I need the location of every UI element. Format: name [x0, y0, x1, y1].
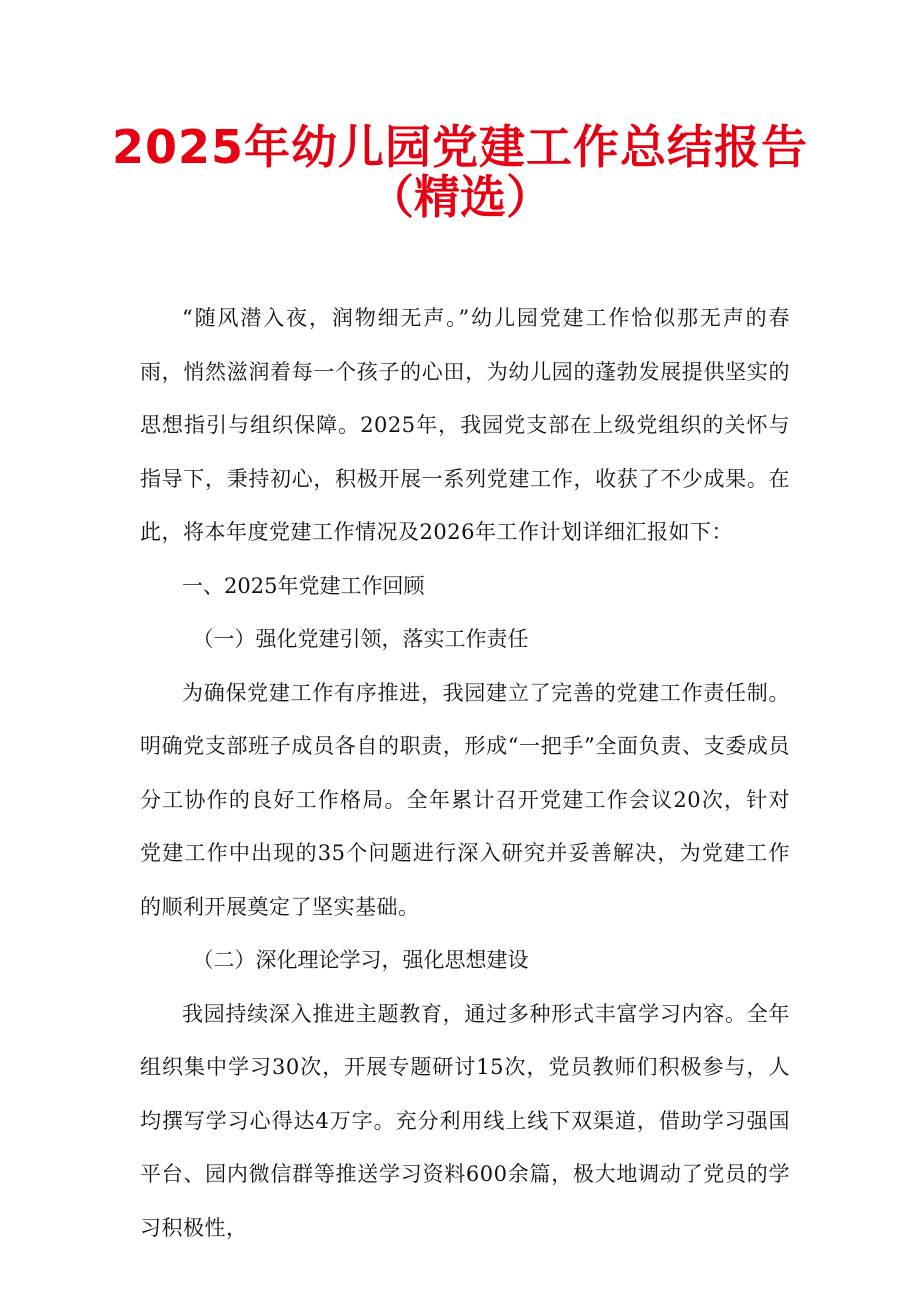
document-title-suffix: （精选）: [368, 170, 552, 224]
intro-paragraph: “随风潜入夜，润物细无声。”幼儿园党建工作恰似那无声的春雨，悄然滋润着每一个孩子的心田，为幼儿园的蓬勃发展提供坚实的思想指引与组织保障。2025年，我园党支部在上级党组织的关怀与指导下，秉持初心，积极开展一系列党建工作，收获了不少成果。在此，将本年度党建工作情况及2026年工作计划详细汇报如下：: [140, 306, 790, 544]
subsection-paragraph: 为确保党建工作有序推进，我园建立了完善的党建工作责任制。明确党支部班子成员各自的职责，形成“一把手”全面负责、支委成员分工协作的良好工作格局。全年累计召开党建工作会议20次，针对党建工作中出现的35个问题进行深入研究并妥善解决，为党建工作的顺利开展奠定了坚实基础。: [140, 680, 790, 919]
section-heading: 一、2025年党建工作回顾: [182, 573, 425, 598]
subsection-heading: （二）深化理论学习，强化思想建设: [192, 948, 529, 972]
subsection-paragraph: 我园持续深入推进主题教育，通过多种形式丰富学习内容。全年组织集中学习30次，开展专题研讨15次，党员教师们积极参与，人均撰写学习心得达4万字。充分利用线上线下双渠道，借助学习强国平台、园内微信群等推送学习资料600余篇，极大地调动了党员的学习积极性，: [140, 1001, 790, 1240]
subsection-heading: （一）强化党建引领，落实工作责任: [192, 627, 529, 651]
document-title: 2025年幼儿园党建工作总结报告: [111, 120, 809, 174]
document-body: [140, 292, 790, 1255]
